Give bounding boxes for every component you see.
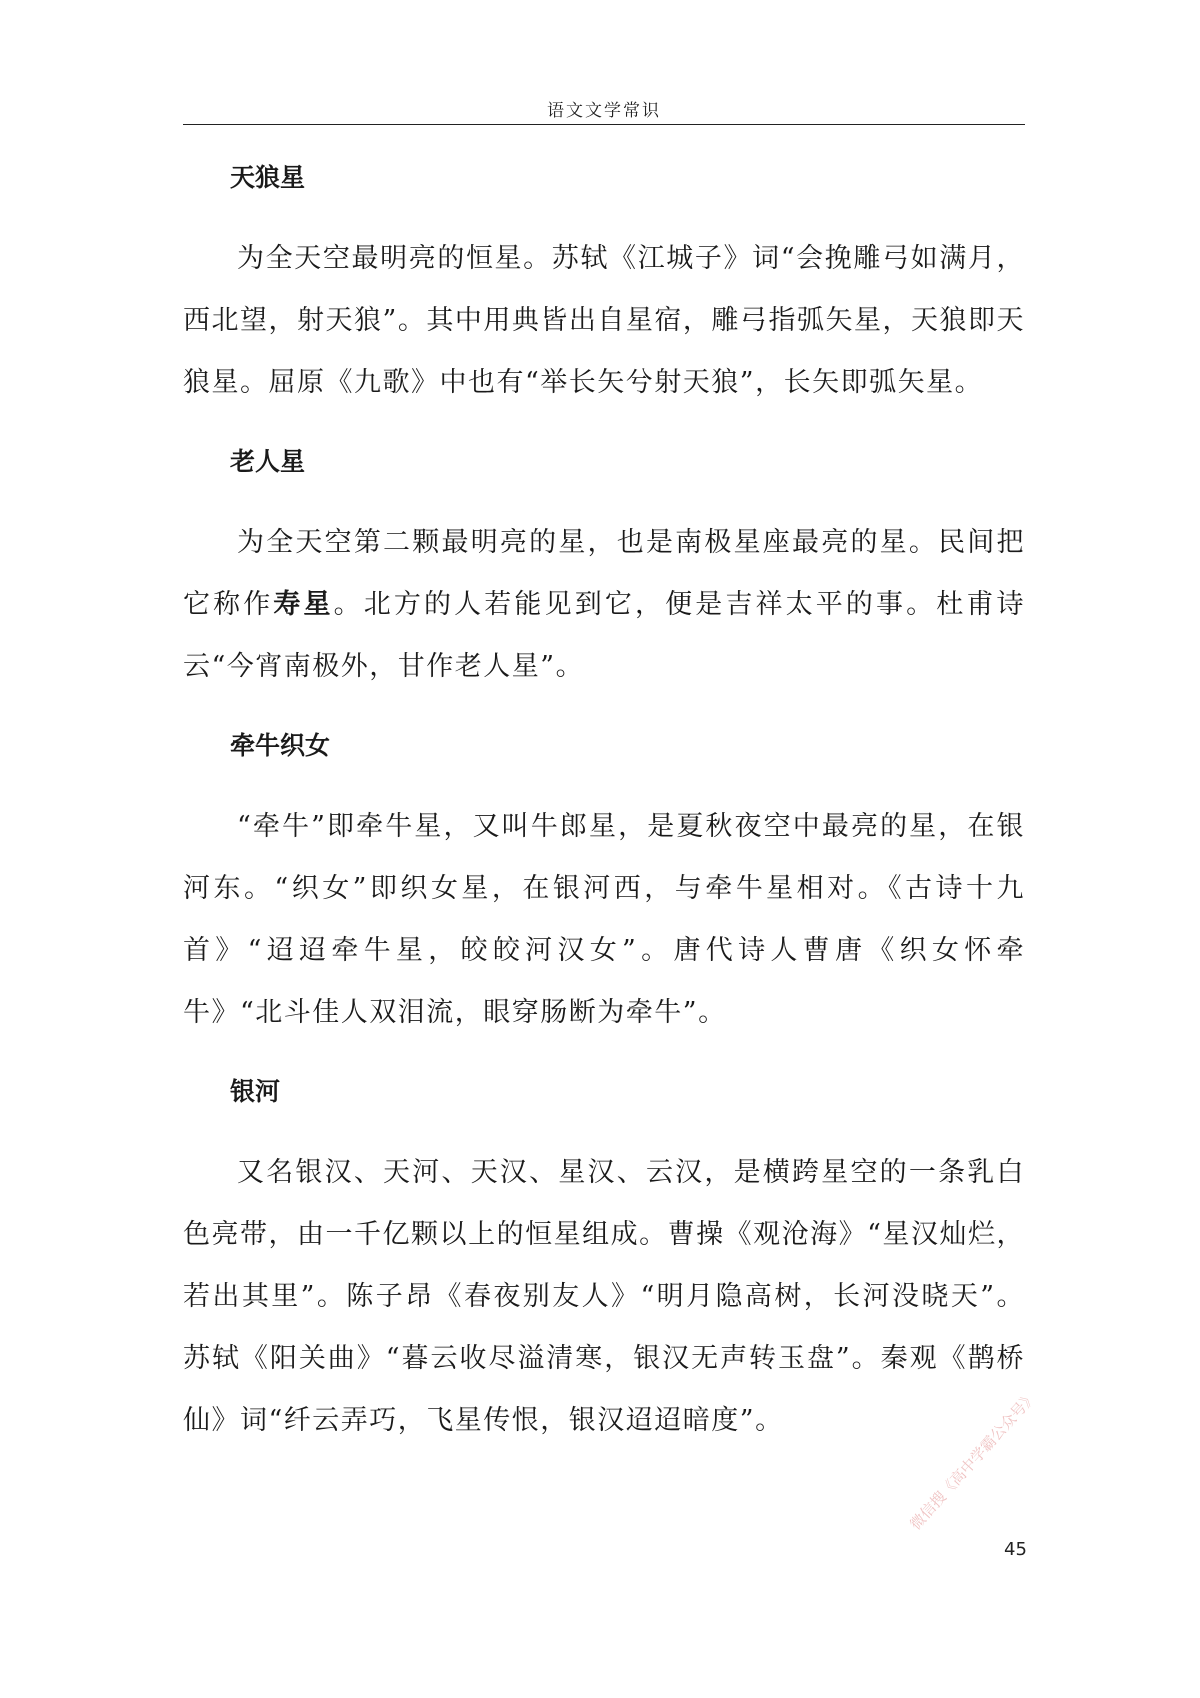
section-paragraph: “牵牛”即牵牛星，又叫牛郎星，是夏秋夜空中最亮的星，在银河东。“织女”即织女星，在银河西，与牵牛星相对。《古诗十九首》“迢迢牵牛星，皎皎河汉女”。唐代诗人曹唐《织女怀牵牛》“北斗佳人双泪流，眼穿肠断为牵牛”。 <box>183 811 1025 1028</box>
header-divider <box>183 124 1025 125</box>
watermark: 微信搜《高中学霸公众号》 <box>906 1387 1041 1534</box>
section-paragraph: 为全天空最明亮的恒星。苏轼《江城子》词“会挽雕弓如满月，西北望，射天狼”。其中用典皆出自星宿，雕弓指弧矢星，天狼即天狼星。屈原《九歌》中也有“举长矢兮射天狼”，长矢即弧矢星。 <box>183 243 1025 398</box>
section-sirius <box>183 160 1025 414</box>
section-heading: 牵牛织女 <box>230 731 331 760</box>
paragraph-text: 为全天空第二颗最明亮的星，也是南极星座最亮的星。民间把它称作 <box>183 527 1025 620</box>
section-heading: 老人星 <box>230 447 306 476</box>
section-canopus <box>183 444 1025 698</box>
page-body <box>183 160 1025 1452</box>
section-paragraph: 又名银汉、天河、天汉、星汉、云汉，是横跨星空的一条乳白色亮带，由一千亿颗以上的恒星组成。曹操《观沧海》“星汉灿烂，若出其里”。陈子昂《春夜别友人》“明月隐高树，长河没晓天”。苏轼《阳关曲》“暮云收尽溢清寒，银汉无声转玉盘”。秦观《鹊桥仙》词“纤云弄巧，飞星传恨，银汉迢迢暗度”。 <box>183 1157 1025 1436</box>
section-milky-way <box>183 1074 1025 1452</box>
paragraph-text: 。北方的人若能见到它，便是吉祥太平的事。杜甫诗云“今宵南极外，甘作老人星”。 <box>183 589 1026 682</box>
section-altair-vega <box>183 728 1025 1044</box>
section-paragraph <box>183 512 1025 698</box>
section-heading: 银河 <box>230 1077 281 1106</box>
page-number: 45 <box>1004 1539 1027 1560</box>
running-header: 语文文学常识 <box>547 101 661 121</box>
section-heading: 天狼星 <box>230 163 306 192</box>
bold-term: 寿星 <box>273 589 334 620</box>
